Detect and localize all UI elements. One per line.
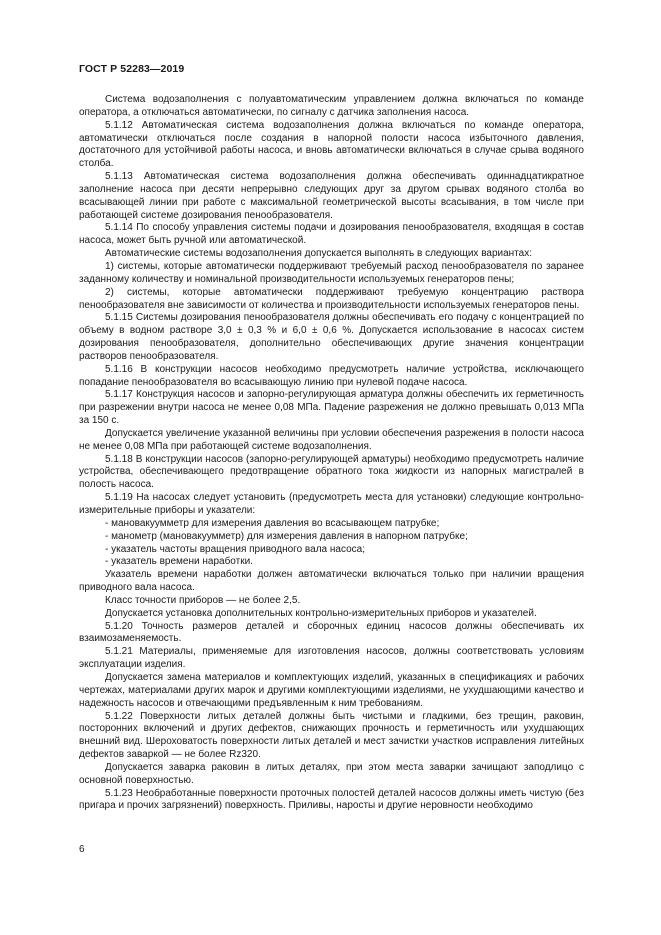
- paragraph: 5.1.18 В конструкции насосов (запорно-регулирующей арматуры) необходимо предусмотреть наличие устройства, обеспечивающего предотвращение обратного тока жидкости из напорных магистралей в полость насоса.: [79, 453, 584, 491]
- paragraph: 5.1.13 Автоматическая система водозаполнения должна обеспечивать одиннадцатикратное заполнение насоса при десяти непрерывно следующих друг за другом срывах водяного столба во всасывающей линии при работе с максимальной геометрической высоты всасывания, в том числе при работающей системе дозирования пенообразователя.: [79, 171, 584, 221]
- list-item: - манометр (мановакуумметр) для измерения давления в напорном патрубке;: [105, 530, 468, 542]
- paragraph: 1) системы, которые автоматически поддерживают требуемый расход пенообразователя по заранее заданному количеству и номинальной производительности используемых генераторов пены;: [79, 260, 584, 285]
- list-item: - мановакуумметр для измерения давления во всасывающем патрубке;: [105, 517, 440, 529]
- paragraph: Допускается установка дополнительных контрольно-измерительных приборов и указателей.: [105, 607, 537, 619]
- paragraph: 5.1.21 Материалы, применяемые для изготовления насосов, должны соответствовать условиям эксплуатации изделия.: [79, 646, 584, 671]
- list-item: - указатель частоты вращения приводного вала насоса;: [105, 543, 365, 555]
- paragraph: Класс точности приборов — не более 2,5.: [105, 594, 301, 606]
- paragraph: 2) системы, которые автоматически поддерживают требуемую концентрацию раствора пенообразователя вне зависимости от количества и производительности используемых генераторов пены.: [79, 286, 584, 311]
- paragraph: Указатель времени наработки должен автоматически включаться только при наличии вращения приводного вала насоса.: [79, 569, 584, 594]
- paragraph: 5.1.15 Системы дозирования пенообразователя должны обеспечивать его подачу с концентрацией по объему в водном растворе 3,0 ± 0,3 % и 6,0 ± 0,6 %. Допускается использование в насосах систем дозирования пенообразователя, дополнительно обеспечивающих другие значения концентрации растворов пенообразователя.: [79, 312, 584, 362]
- document-header: ГОСТ Р 52283—2019: [79, 63, 185, 75]
- paragraph: Система водозаполнения с полуавтоматическим управлением должна включаться по команде оператора, а отключаться автоматически, по сигналу с датчика заполнения насоса.: [79, 94, 584, 118]
- paragraph: 5.1.19 На насосах следует установить (предусмотреть места для установки) следующие контрольно-измерительные приборы и указатели:: [79, 492, 584, 516]
- paragraph: Допускается увеличение указанной величины при условии обеспечения разрежения в полости насоса не менее 0,08 МПа при работающей системе водозаполнения.: [79, 427, 584, 452]
- paragraph: 5.1.14 По способу управления системы подачи и дозирования пенообразователя, входящая в состав насоса, может быть ручной или автоматической.: [79, 222, 584, 247]
- paragraph: 5.1.23 Необработанные поверхности проточных полостей деталей насосов должны иметь чистую (без пригара и прочих загрязнений) поверхность. Приливы, наросты и другие неровности необходимо: [79, 787, 584, 812]
- paragraph: 5.1.17 Конструкция насосов и запорно-регулирующая арматура должны обеспечить их герметичность при разрежении внутри насоса не менее 0,08 МПа. Падение разрежения не должно превышать 0,013 МПа за 150 с.: [79, 389, 584, 427]
- list-item: - указатель времени наработки.: [105, 556, 253, 568]
- paragraph: 5.1.12 Автоматическая система водозаполнения должна включаться по команде оператора, автоматически отключаться после создания в напорной полости насоса избыточного давления, достаточного для устойчивой работы насоса, и вновь автоматически включаться в случае срыва водяного столба.: [79, 119, 584, 170]
- paragraph: 5.1.22 Поверхности литых деталей должны быть чистыми и гладкими, без трещин, раковин, посторонних включений и других дефектов, снижающих прочность и герметичность или ухудшающих внешний вид. Шероховатость поверхности литых деталей и мест зачистки участков исправления литейных дефектов заваркой — не более Rz320.: [79, 710, 584, 761]
- paragraph: 5.1.16 В конструкции насосов необходимо предусмотреть наличие устройства, исключающего попадание пенообразователя во всасывающую линию при нулевой подаче насоса.: [79, 363, 584, 388]
- paragraph: Автоматические системы водозаполнения допускается выполнять в следующих вариантах:: [105, 248, 532, 260]
- page-number: 6: [79, 844, 85, 855]
- document-body: [79, 94, 584, 813]
- paragraph: Допускается замена материалов и комплектующих изделий, указанных в спецификациях и рабочих чертежах, материалами других марок и другими комплектующими изделиями, не ухудшающими качество и надежность насосов и отвечающими предъявленным к ним требованиям.: [79, 671, 584, 709]
- paragraph: 5.1.20 Точность размеров деталей и сборочных единиц насосов должны обеспечивать их взаимозаменяемость.: [79, 620, 584, 645]
- paragraph: Допускается заварка раковин в литых деталях, при этом места заварки зачищают заподлицо с основной поверхностью.: [79, 761, 584, 786]
